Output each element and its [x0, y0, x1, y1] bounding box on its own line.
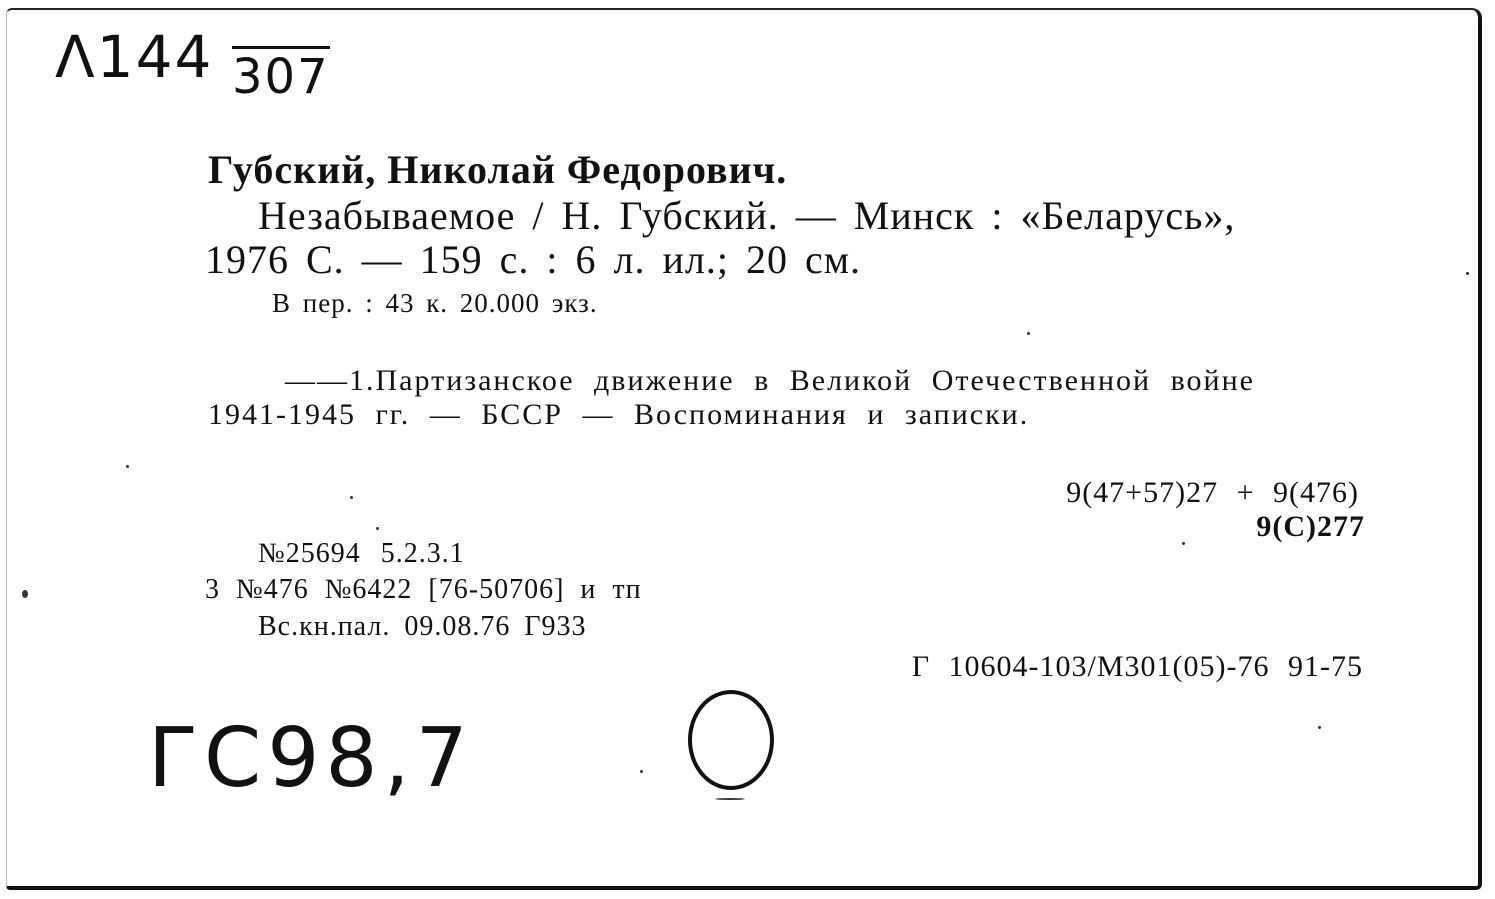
publisher-code: Г 10604-103/М301(05)-76 91-75: [911, 650, 1363, 683]
classification-code-primary: 9(47+57)27 + 9(476): [1066, 476, 1359, 509]
handwritten-call-number: ГС98,7: [148, 711, 474, 806]
scan-speck-icon: [1466, 272, 1469, 275]
classification-code-secondary: 9(С)277: [1256, 510, 1365, 543]
order-numbers: 3 №476 №6422 [76-50706] и тп: [205, 574, 642, 605]
scan-speck-icon: [715, 798, 745, 800]
scan-speck-icon: [350, 496, 353, 499]
registration-number: №25694 5.2.3.1: [258, 538, 465, 569]
title-statement-line-2: 1976 С. — 159 с. : 6 л. ил.; 20 см.: [205, 237, 862, 282]
subject-heading-line-1: ——1.Партизанское движение в Великой Отечественной войне: [285, 364, 1255, 397]
scan-speck-icon: [1027, 332, 1030, 335]
book-chamber-record: Вс.кн.пал. 09.08.76 Г933: [258, 611, 587, 642]
handwritten-shelf-number: 307: [232, 46, 330, 101]
scan-speck-icon: [22, 590, 28, 598]
scan-speck-icon: [126, 465, 129, 468]
subject-heading-line-2: 1941-1945 гг. — БССР — Воспоминания и записки.: [208, 398, 1030, 431]
scan-speck-icon: [376, 527, 379, 530]
price-and-print-run: В пер. : 43 к. 20.000 экз.: [272, 288, 598, 318]
title-statement-line-1: Незабываемое / Н. Губский. — Минск : «Беларусь»,: [258, 193, 1236, 238]
scan-speck-icon: [1182, 542, 1185, 545]
handwritten-shelf-code: Λ144: [55, 23, 214, 91]
author-heading: Губский, Николай Федорович.: [208, 147, 788, 192]
scan-speck-icon: [640, 770, 643, 773]
circle-mark-icon: [688, 690, 774, 790]
scan-speck-icon: [1318, 726, 1321, 729]
